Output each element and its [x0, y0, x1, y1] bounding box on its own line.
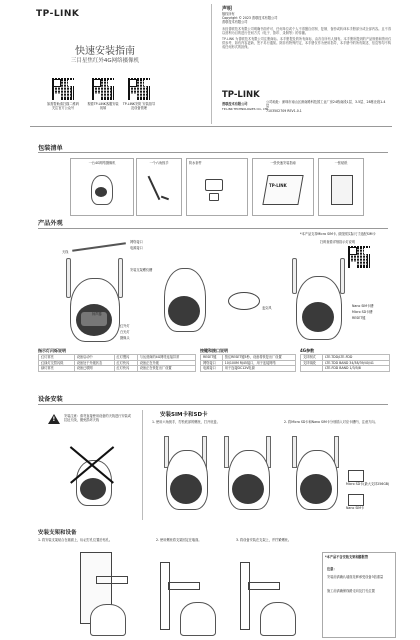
packing-rule	[38, 152, 388, 153]
packing-box-wrench	[136, 158, 182, 216]
packing-label: 防水套件	[189, 161, 202, 165]
tips-note-label: 注意：	[327, 567, 337, 571]
table-row: 网络接口 10/100M RJ45接口，用于连接网络	[201, 360, 296, 366]
cover-title: 快速安装指南	[75, 46, 135, 57]
table-row: 电源接口 用于连接DC12V电源	[201, 366, 296, 372]
brand-logo: TP-LINK	[36, 9, 80, 19]
label-ir-light: 红外灯	[120, 324, 130, 328]
bracket-step-1: 1. 将安装支架贴合在墙面上，标记打孔位置后钻孔。	[38, 538, 113, 542]
packing-section-title: 包装清单	[38, 145, 63, 152]
sd-card-note: Micro SD卡(最大支持256GB)	[346, 482, 390, 486]
packing-box-camera	[70, 158, 134, 216]
sim-illustration-1	[158, 436, 214, 512]
cover-panel	[0, 0, 210, 120]
page-divider	[30, 126, 392, 127]
bracket-arm	[248, 582, 280, 590]
sim-card-note: Nano SIM卡	[346, 506, 365, 510]
statement-body2: TP-LINK 为普联技术有限公司注册商标。本手册提及的所有商标，由各自所有人拥有。本手册所提到的产品规格和资讯仅供参考，如有内容更新，恕不另行通知。除非有特殊约定，本手册仅作为使用指导，本手册中的所有陈述、信息等均不构成任何形式的担保。	[222, 37, 392, 50]
statement-line-2: 普联技术有限公司	[222, 20, 248, 25]
antenna-left	[66, 258, 71, 298]
install-warning-text: 安装注意：请勿直接使用设备的天线进行安装或拉扯天线，避免损坏天线	[64, 414, 131, 423]
table-row: 红灯常亮 设备启动中 红灯慢闪 与运营商的4G网络连接异常	[39, 355, 196, 361]
camera-dome	[232, 474, 264, 504]
install-section-title: 设备安装	[38, 396, 63, 403]
qr2-caption: 观看TP-LINK客服安装视频	[87, 102, 119, 111]
camera-body	[90, 604, 126, 636]
qr-code-video	[92, 78, 114, 100]
antenna-right	[118, 258, 123, 298]
packing-label: 一个六角扳手	[149, 161, 169, 165]
sim-step-2: 2. 将Micro SD卡和Nano SIM卡分别插入对应卡槽内，注意方向。	[284, 420, 378, 424]
camera-dome	[80, 478, 106, 500]
camera-front-view	[62, 258, 126, 348]
label-mic: 麦克风	[262, 306, 272, 310]
company-name: 普联技术有限公司	[222, 102, 248, 106]
spec-table	[300, 354, 390, 372]
packing-label: 一台4G网络摄像机	[88, 161, 116, 165]
sim-illustration-3	[288, 436, 344, 512]
company-logo: TP-LINK	[222, 90, 260, 100]
label-reset-key: RESET键	[352, 316, 366, 320]
install-divider	[142, 410, 143, 520]
indicator-table-title: 指示灯闪烁说明	[38, 348, 66, 353]
sticker-icon	[331, 175, 353, 205]
indicator-qr-code	[348, 246, 370, 268]
appearance-section-title: 产品外观	[38, 220, 63, 227]
sd-card-icon	[348, 470, 364, 482]
camera-dome	[170, 474, 202, 504]
qr-code-wechat	[52, 78, 74, 100]
bracket-illustration-1	[60, 552, 140, 636]
packing-box-sticker	[318, 158, 364, 216]
sim-section-title: 安装SIM卡和SD卡	[160, 412, 208, 418]
appearance-qr-caption: 扫码查看详细指示灯说明	[320, 240, 356, 244]
wrong-install-illustration	[62, 436, 122, 506]
table-row: 支持制式 LTE-TDD/LTE-FDD	[301, 355, 390, 361]
interface-table-title: 按键和接口说明	[200, 348, 228, 353]
label-nano-sim-slot: Nano SIM卡槽	[352, 304, 374, 308]
label-power-port: 电源接口	[130, 246, 143, 250]
qr1-caption: 如需帮助请扫描二维码关注官方公众号	[47, 102, 79, 111]
qr3-caption: TP-LINK安防 安装指导及设备管理	[122, 102, 156, 111]
tips-title: *本产品不含安装支架和膨胀管	[325, 555, 369, 559]
camera-back-dome	[168, 296, 200, 326]
antenna	[292, 436, 297, 468]
guide-booklet-icon	[262, 175, 303, 205]
tip-2: 施工前请确保线路走向及打孔位置	[327, 589, 375, 593]
statement-body: 未经普联技术有限公司明确书面许可，任何单位或个人不得擅自仿制、复制、誊抄或转译本手册部分或全部内容。且不得以营利为目的进行任何方式（电子、影印、录制等）的传播。	[222, 26, 391, 35]
label-network-port: 网络接口	[130, 240, 143, 244]
sim-step-1: 1. 使用六角扳手，拧松底部的螺丝，打开底盖。	[152, 420, 220, 424]
tip-1: 安装前请确认墙面足够承受设备3倍重量	[327, 575, 384, 579]
antenna	[224, 436, 229, 468]
company-name-en: TP-LINK TECHNOLOGIES CO., LTD.	[222, 107, 270, 111]
waterproof-cap-icon	[209, 193, 219, 201]
fold-divider	[211, 4, 212, 124]
camera-body	[180, 602, 216, 636]
camera-side-dome	[302, 302, 334, 332]
camera-dome	[300, 474, 332, 504]
camera-lens-dome	[95, 187, 107, 197]
hex-wrench-icon	[148, 176, 160, 200]
bracket-arm	[168, 582, 200, 590]
packing-label: 一张贴纸	[334, 161, 348, 165]
guide-logo: TP-LINK	[269, 183, 287, 188]
packing-box-guide	[252, 158, 314, 216]
packing-box-waterproof	[186, 158, 248, 216]
packing-label: 一张快速安装指南	[270, 161, 296, 165]
statement-panel	[222, 6, 392, 50]
qr-code-app	[128, 78, 150, 100]
bracket-step-2: 2. 使用螺丝将支架固定在墙面。	[156, 538, 202, 542]
table-row: RESET键 按住RESET键5秒，设备将恢复出厂设置	[201, 355, 296, 361]
label-micro-sd-slot: Micro SD卡槽	[352, 310, 373, 314]
bracket-illustration-3	[240, 552, 310, 636]
sim-illustration-2	[220, 436, 276, 512]
appearance-rule	[38, 228, 388, 229]
table-row: LTE-FDD BAND 1/3/5/8	[301, 366, 390, 372]
wall	[160, 562, 170, 630]
label-speaker: 扬声器	[92, 312, 102, 316]
table-row: 绿灯常亮 设备已联网 红灯快闪 设备正在恢复出厂设置	[39, 366, 196, 372]
label-lens: 摄像头	[120, 336, 130, 340]
tips-box	[322, 552, 396, 638]
waterproof-kit-icon	[205, 179, 223, 191]
spec-table-title: 4G参数	[300, 348, 315, 353]
camera-side-view	[290, 258, 350, 344]
bracket-section-title: 安装支架和设备	[38, 530, 77, 536]
camera-body	[260, 602, 296, 636]
table-row: 红绿灯交替闪烁 设备处于升级状态 红灯快闪 设备正在升级	[39, 360, 196, 366]
wall-plate-icon	[228, 292, 260, 310]
sim-card-icon	[348, 494, 364, 506]
interface-table	[200, 354, 296, 372]
indicator-table	[38, 354, 196, 372]
company-block	[222, 90, 402, 118]
antenna-side-left	[292, 258, 297, 294]
antenna-side-right	[340, 258, 345, 294]
warning-icon	[48, 414, 60, 424]
install-rule	[38, 404, 388, 405]
statement-line-0: 版权所有	[222, 12, 235, 16]
table-row: 支持频段 LTE-TDD BAND 34/38/39/40/41	[301, 360, 390, 366]
appearance-note: *本产品支持Micro SIM卡, 请按照实际尺寸选配SIM卡	[300, 232, 376, 236]
document-code: 7103502709 REV1.0.1	[266, 109, 302, 113]
statement-line-1: Copyright © 2023 普联技术有限公司	[222, 16, 278, 21]
label-mount-groove: 安装支架螺纹槽	[130, 268, 153, 272]
bracket-illustration-2	[160, 552, 230, 636]
cover-subtitle: 三目星焦红外4G网络摄像机	[70, 58, 140, 64]
bracket-arm	[96, 576, 128, 584]
label-white-light: 白光灯	[120, 330, 130, 334]
hex-wrench-tip	[161, 196, 169, 200]
camera-back-view	[160, 268, 208, 338]
company-address: 公司地址：深圳市南山区深南路科技园工业厂房24栋南段1层、3-5层、28栋北段1-4层	[266, 100, 386, 109]
label-antenna: 天线	[62, 250, 69, 254]
statement-title: 声明	[222, 6, 233, 12]
camera-cable	[72, 242, 126, 251]
bracket-step-3: 3. 将设备安装在支架上，并拧紧螺丝。	[236, 538, 292, 542]
wall	[240, 562, 250, 630]
